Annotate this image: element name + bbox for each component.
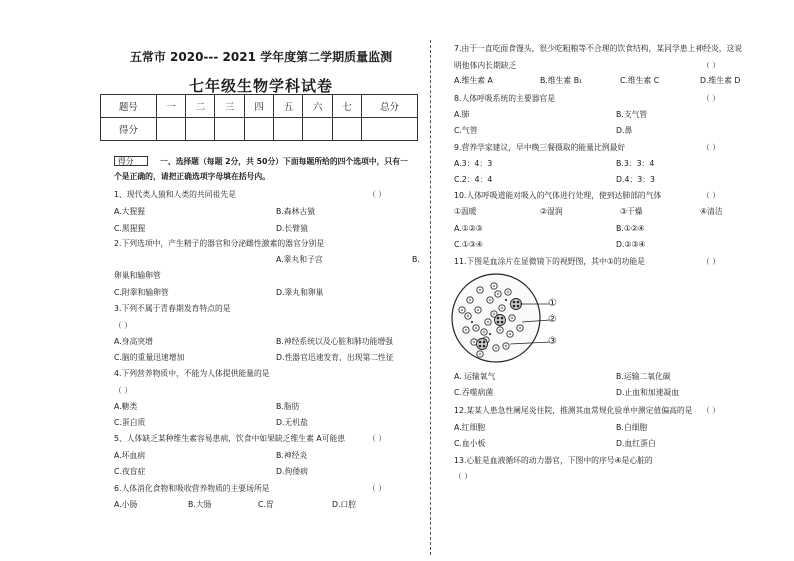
- option-a: C.血小板: [454, 439, 486, 448]
- option-b: B.神经炎: [276, 451, 308, 460]
- exam-header-title: 五常市 2020--- 2021 学年度第二学期质量监测: [129, 50, 393, 64]
- answer-paren[interactable]: （ ）: [702, 191, 721, 200]
- option-a: C.夜盲症: [114, 467, 146, 476]
- option-b: B.运输二氧化碳: [616, 372, 671, 381]
- question-text: 6.人体消化食物和吸收营养物质的主要场所是: [114, 484, 270, 493]
- option-a: C.2：4：4: [454, 175, 493, 184]
- score-cell: 题号: [101, 95, 157, 118]
- score-input-cell[interactable]: [215, 118, 244, 141]
- option-a: C.气管: [454, 126, 478, 135]
- answer-paren[interactable]: （ ）: [702, 257, 721, 266]
- option-a: C.黑猩猩: [114, 224, 146, 233]
- question-text: 2.下列选项中，产生精子的器官和分泌雌性激素的器官分别是: [114, 239, 325, 248]
- question-text: 10.人体呼吸道能对吸入的气体进行处理，使到达肺部的气体: [454, 191, 662, 200]
- option-b: B.白细胞: [616, 423, 648, 432]
- option-a: C.①③④: [454, 240, 483, 249]
- option-d: D.维生素 D: [700, 76, 741, 85]
- option-b: D.鼻: [616, 126, 633, 135]
- option-a: A.坏血病: [114, 451, 146, 460]
- option-a: ①温暖: [454, 207, 477, 216]
- option-b: D.睾丸和卵巢: [276, 288, 324, 297]
- figure-label-3: ③: [548, 336, 557, 347]
- option-a: C.附睾和输卵管: [114, 288, 169, 297]
- option-b: B.支气管: [616, 110, 648, 119]
- option-d: D.口腔: [332, 500, 357, 509]
- question-text: 5、人体缺乏某种维生素容易患病，饮食中如果缺乏维生素 A可能患: [114, 434, 346, 443]
- question-text: 11.下图是血涂片在显微镜下的视野图，其中①的功能是: [454, 257, 645, 266]
- option-b: B.维生素 B₁: [540, 76, 583, 85]
- section-heading-line1: 一、选择题（每题 2分，共 50分）下面每题所给的四个选项中，只有一: [160, 157, 408, 166]
- option-c: C.维生素 C: [620, 76, 660, 85]
- question-text: 卵巢和输卵管: [114, 271, 161, 280]
- option-b: D.血红蛋白: [616, 439, 656, 448]
- blood-smear-figure: [450, 270, 560, 366]
- answer-paren[interactable]: （ ）: [368, 434, 387, 443]
- score-cell: 四: [244, 95, 273, 118]
- option-a: A. 运输氧气: [454, 372, 496, 381]
- option-a: A.身高突增: [114, 337, 153, 346]
- score-input-cell[interactable]: [244, 118, 273, 141]
- question-text: 8.人体呼吸系统的主要器官是: [454, 94, 556, 103]
- figure-label-1: ①: [548, 298, 557, 309]
- question-text: 13.心脏是血液循环的动力器官，下图中的序号④是心脏的: [454, 456, 653, 465]
- option-b: D.长臂猿: [276, 224, 308, 233]
- answer-paren[interactable]: （ ）: [368, 484, 387, 493]
- option-c: ③干燥: [620, 207, 643, 216]
- score-input-cell[interactable]: [274, 118, 303, 141]
- option-b: D.性器官迅速发育，出现第二性征: [276, 353, 394, 362]
- answer-paren[interactable]: （ ）: [702, 94, 721, 103]
- option-a: A.①②③: [454, 224, 483, 233]
- question-text: 12.某某人患急性阑尾炎住院，推测其血常规化验单中测定值偏高的是: [454, 406, 693, 415]
- option-b: D.无机盐: [276, 418, 308, 427]
- score-input-cell[interactable]: [156, 118, 185, 141]
- option-b: B.①②④: [616, 224, 645, 233]
- option-b: B.: [412, 255, 420, 264]
- option-c: C.胃: [258, 500, 274, 509]
- answer-paren[interactable]: （ ）: [702, 406, 721, 415]
- score-cell: 六: [303, 95, 332, 118]
- score-cell: 一: [156, 95, 185, 118]
- option-a: A.红细胞: [454, 423, 486, 432]
- score-input-cell[interactable]: [332, 118, 361, 141]
- section-score-box: 得分: [114, 156, 148, 166]
- option-b: ②湿润: [540, 207, 563, 216]
- score-cell: 总分: [362, 95, 418, 118]
- score-row-label: 得分: [101, 118, 157, 141]
- option-a: A.糖类: [114, 402, 138, 411]
- option-b: B.脂肪: [276, 402, 300, 411]
- score-cell: 七: [332, 95, 361, 118]
- question-text: （ ）: [114, 321, 133, 330]
- exam-subject-title: 七年级生物学科试卷: [188, 77, 333, 95]
- question-text: 3.下列不属于青春期发育特点的是: [114, 304, 231, 313]
- option-a: C.脑的重量迅速增加: [114, 353, 185, 362]
- score-table: [100, 94, 418, 141]
- answer-paren[interactable]: （ ）: [702, 143, 721, 152]
- score-input-cell[interactable]: [362, 118, 418, 141]
- question-text: 4.下列营养物质中，不能为人体提供能量的是: [114, 369, 270, 378]
- option-a: C.蛋白质: [114, 418, 146, 427]
- score-cell: 二: [186, 95, 215, 118]
- option-a: A.小肠: [114, 500, 138, 509]
- option-b: B.神经系统以及心脏和肺功能增强: [276, 337, 393, 346]
- question-text: 明他体内长期缺乏: [454, 61, 517, 70]
- question-text: （ ）: [454, 472, 473, 481]
- option-a: A.维生素 A: [454, 76, 493, 85]
- question-text: 7.由于一直吃面食馒头，很少吃粗粮等不合理的饮食结构，某同学患上神经炎，这说: [454, 44, 743, 53]
- option-a: A.睾丸和子宫: [276, 255, 323, 264]
- score-table-header-row: [101, 95, 418, 118]
- option-a: A.大猩猩: [114, 207, 146, 216]
- score-input-cell[interactable]: [186, 118, 215, 141]
- question-text: 9.营养学家建议，早中晚三餐摄取的能量比例最好: [454, 143, 626, 152]
- option-a: A.肺: [454, 110, 470, 119]
- question-text: 1、现代类人猿和人类的共同祖先是: [114, 190, 236, 199]
- option-b: D.4：3：3: [616, 175, 655, 184]
- question-text: （ ）: [114, 386, 133, 395]
- score-cell: 五: [274, 95, 303, 118]
- score-table-score-row: [101, 118, 418, 141]
- option-b: D.佝偻病: [276, 467, 308, 476]
- option-b: D.②③④: [616, 240, 646, 249]
- page-divider: [430, 40, 431, 555]
- score-cell: 三: [215, 95, 244, 118]
- option-d: ④清洁: [700, 207, 723, 216]
- option-b: B.森林古猿: [276, 207, 316, 216]
- option-b: B.大肠: [188, 500, 212, 509]
- figure-label-2: ②: [548, 314, 557, 325]
- option-a: A.3：4：3: [454, 159, 493, 168]
- option-a: C.吞噬病菌: [454, 388, 494, 397]
- option-b: B.3：3：4: [616, 159, 655, 168]
- section-heading-line2: 个是正确的，请把正确选项字母填在括号内。: [114, 172, 270, 181]
- answer-paren[interactable]: （ ）: [368, 190, 387, 199]
- score-input-cell[interactable]: [303, 118, 332, 141]
- answer-paren[interactable]: （ ）: [702, 61, 721, 70]
- option-b: D.止血和加速凝血: [616, 388, 680, 397]
